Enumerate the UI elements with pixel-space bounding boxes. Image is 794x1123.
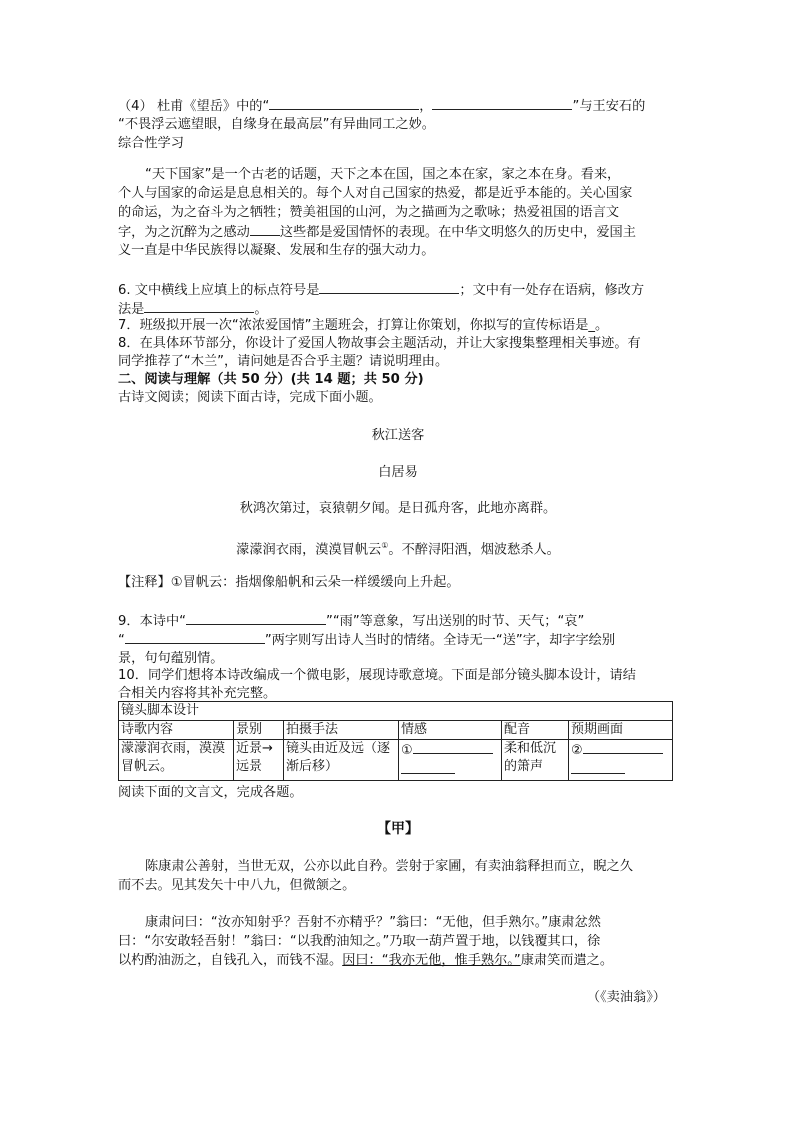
cell-content: 濛濛润衣雨，漠漠冒帆云。 [119,740,234,781]
q9-blank-1[interactable] [186,611,326,625]
question-8-line-2: 同学推荐了“木兰”，请问她是否合乎主题？请说明理由。 [118,354,449,369]
script-table [118,701,673,781]
question-4-line-1 [118,96,678,116]
poem-note [118,573,678,592]
passage1-line-5: 义一直是中华民族得以凝聚、发展和生存的强大动力。 [118,243,435,258]
script-table-row [119,740,673,781]
q9-text-a: 9．本诗中“ [118,614,186,629]
q6-blank-2[interactable] [144,299,254,313]
header-picture: 预期画面 [569,721,673,740]
q6-text-b: ；文中有一处存在语病，修改方 [459,283,645,298]
cell-picture[interactable] [569,740,673,781]
q4-blank-2[interactable] [432,96,572,110]
poem-author: 白居易 [378,465,418,480]
passage1-line-4b: 这些都是爱国情怀的表现。在中华文明悠久的历史中，爱国主 [279,225,636,240]
poem-line-2b: 。不醉浔阳酒，烟波愁杀人。 [388,542,560,558]
poem-intro: 古诗文阅读；阅读下面古诗，完成下面小题。 [118,390,382,405]
poem-line-2a: 濛濛润衣雨，漠漠冒帆云 [236,542,382,558]
section-2-heading: 二、阅读与理解（共 50 分）(共 14 题；共 50 分) [118,372,424,387]
question-4-line-2: “不畏浮云遮望眼，自缘身在最高层”有异曲同工之妙。 [118,117,435,132]
passage3-line-1: 康肃问曰：“汝亦知射乎？吾射不亦精乎？”翁曰：“无他，但手熟尔。”康肃忿然 [145,915,601,930]
header-content: 诗歌内容 [119,721,234,740]
passage1-line-1: “天下国家”是一个古老的话题，天下之本在国，国之本在家，家之本在身。看来， [145,167,621,182]
passage1-line-2: 个人与国家的命运是息息相关的。每个人对自己国家的热爱，都是近乎本能的。关心国家 [118,186,633,201]
classical-intro: 阅读下面的文言文，完成各题。 [118,785,303,800]
header-shot: 景别 [234,721,284,740]
cell-technique: 镜头由近及远（逐渐后移） [284,740,399,781]
passage1-line-4a: 字，为之沉醉为之感动 [118,225,250,240]
emotion-blank-1[interactable] [413,740,493,754]
q9-blank-2[interactable] [125,630,265,644]
section-jia: 【甲】 [377,821,419,837]
q9-text-b: ”“雨”等意象，写出送别的时节、天气；“哀” [325,614,585,629]
q6-text-c: 法是 [118,302,145,317]
poem-title: 秋江送客 [371,428,425,443]
picture-blank-1[interactable] [583,740,663,754]
header-voice: 配音 [502,721,569,740]
note-text: ①冒帆云：指烟像船帆和云朵一样缓缓向上升起。 [170,575,460,590]
q4-prefix: （4） 杜甫《望岳》中的“ [118,99,270,114]
q9-text-c: “ [118,633,125,648]
script-table-caption: 镜头脚本设计 [119,702,673,721]
question-9-line-1 [118,611,678,631]
passage2-line-1: 陈康肃公善射，当世无双，公亦以此自矜。尝射于家圃，有卖油翁释担而立，睨之久 [145,859,633,874]
picture-marker: ② [571,743,583,758]
question-10-line-2: 合相关内容将其补充完整。 [118,686,277,701]
question-6-line-1 [118,280,678,300]
q6-text-a: 6. 文中横线上应填上的标点符号是 [118,283,320,298]
q4-suffix: ”与王安石的 [572,99,646,114]
cell-shot: 近景→远景 [234,740,284,781]
passage-source: （《卖油翁》） [586,990,666,1005]
q6-text-d: 。 [254,302,268,317]
picture-blank-2[interactable] [571,760,625,774]
emotion-blank-2[interactable] [401,760,455,774]
passage1-line-4 [118,222,678,242]
question-8-line-1: 8．在具体环节部分，你设计了爱国人物故事会主题活动，并让大家搜集整理相关事迹。有 [118,336,641,351]
header-technique: 拍摄手法 [284,721,399,740]
script-table-header-row [119,721,673,740]
note-label: 【注释】 [118,575,171,590]
section-comprehensive: 综合性学习 [118,136,184,151]
passage1-line-3: 的命运，为之奋斗为之牺牲；赞美祖国的山河，为之描画为之歌咏；热爱祖国的语言文 [118,205,620,220]
q6-blank-1[interactable] [319,280,459,294]
cell-emotion[interactable] [399,740,502,781]
question-10-line-1: 10．同学们想将本诗改编成一个微电影，展现诗歌意境。下面是部分镜头脚本设计，请结 [118,668,636,683]
passage1-punct-blank[interactable] [250,222,280,236]
poem-line-1: 秋鸿次第过，哀猿朝夕闻。是日孤舟客，此地亦离群。 [239,501,557,516]
emotion-marker: ① [401,743,413,758]
poem-line-2 [118,536,678,559]
q9-text-d: ”两字则写出诗人当时的情绪。全诗无一“送”字，却字字绘别 [264,633,616,648]
q4-comma: ， [419,99,433,114]
cell-voice: 柔和低沉的箫声 [502,740,569,781]
question-7: 7．班级拟开展一次“浓浓爱国情”主题班会，打算让你策划，你拟写的宣传标语是_。 [118,318,609,333]
passage3-underlined-sentence: 因曰：“我亦无他，惟手熟尔。” [342,953,521,968]
passage2-line-2: 而不去。见其发矢十中八九，但微颔之。 [118,878,356,893]
q4-blank-1[interactable] [269,96,419,110]
script-table-caption-row [119,702,673,721]
passage3-line-3 [118,951,678,970]
passage3-line-3c: 康肃笑而遣之。 [520,953,614,968]
question-9-line-2 [118,630,678,650]
passage3-line-2: 曰：“尔安敢轻吾射！”翁曰：“以我酌油知之。”乃取一葫芦置于地，以钱覆其口，徐 [118,934,601,949]
header-emotion: 情感 [399,721,502,740]
poem-footnote-mark: ① [381,541,389,550]
passage3-line-3a: 以杓酌油沥之，自钱孔入，而钱不湿。 [118,953,343,968]
question-9-line-3: 景，句句蕴别情。 [118,651,224,666]
